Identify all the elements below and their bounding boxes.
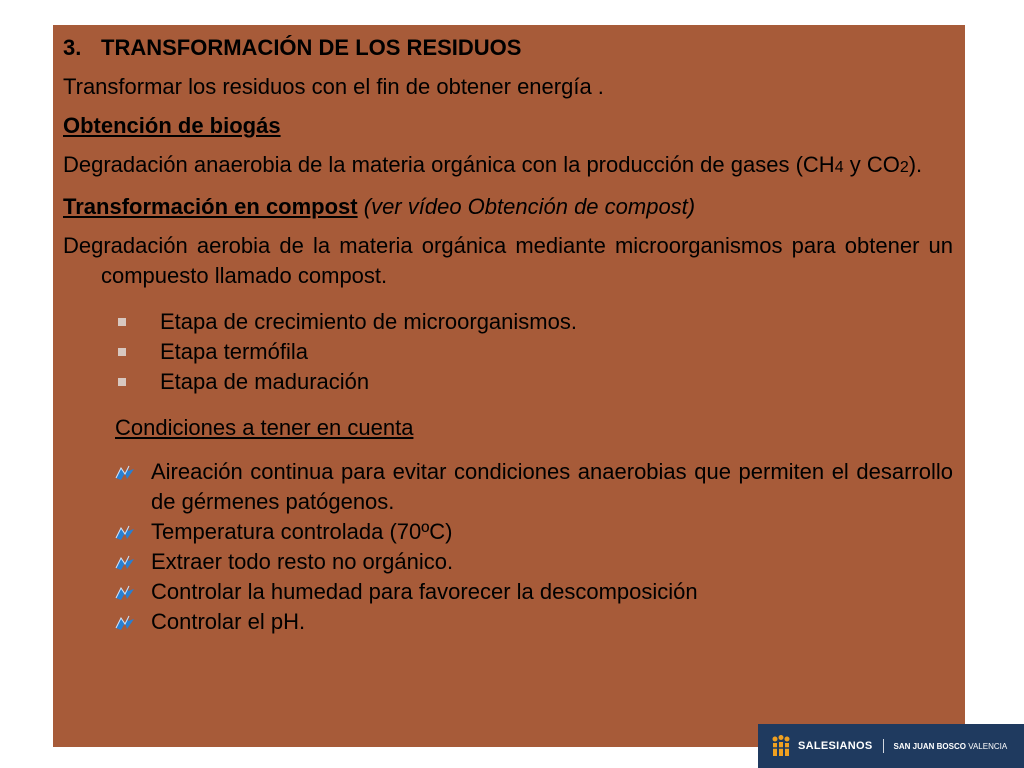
logo-divider [883,739,884,753]
square-bullet-icon [118,348,126,356]
biogas-desc-end: ). [908,152,923,177]
compost-description: Degradación aerobia de la materia orgánica mediante microorganismos para obtener un compuesto llamado compost. [63,233,953,288]
title-number: 3. [63,35,82,60]
salesianos-logo-banner [758,724,1024,768]
ch4-subscript: 4 [834,159,844,176]
slide-content [63,33,953,637]
salesianos-emblem-icon [770,734,792,758]
biogas-desc-mid: y CO [843,152,900,177]
compost-stage-list [63,307,953,397]
logo-subtitle-city: VALENCIA [968,741,1008,751]
arrow-bullet-icon [115,613,135,631]
compost-heading [63,192,953,222]
biogas-heading-text: Obtención de biogás [63,113,281,138]
title-text: TRANSFORMACIÓN DE LOS RESIDUOS [101,35,522,60]
arrow-bullet-icon [115,523,135,541]
compost-heading-note: (ver vídeo Obtención de compost) [357,194,696,219]
intro-text: Transformar los residuos con el fin de obtener energía . [63,74,604,99]
conditions-list [63,457,953,637]
logo-subtitle-bold: SAN JUAN BOSCO [893,741,966,751]
list-item [118,337,953,367]
condition-text: Aireación continua para evitar condiciones anaerobias que permiten el desarrollo de gérmenes patógenos. [151,459,953,514]
list-item [115,457,953,517]
biogas-description [63,150,953,183]
compost-heading-text: Transformación en compost [63,194,358,219]
logo-brand-text: SALESIANOS [798,740,873,752]
stage-text: Etapa termófila [160,339,308,364]
stage-text: Etapa de crecimiento de microorganismos. [160,309,577,334]
condition-text: Extraer todo resto no orgánico. [151,549,454,574]
stage-text: Etapa de maduración [160,369,370,394]
list-item [115,517,953,547]
list-item [115,547,953,577]
square-bullet-icon [118,378,126,386]
co2-subscript: 2 [899,159,909,176]
arrow-bullet-icon [115,583,135,601]
list-item [118,307,953,337]
list-item [118,367,953,397]
conditions-heading-text: Condiciones a tener en cuenta [115,415,414,440]
arrow-bullet-icon [115,553,135,571]
biogas-desc-text: Degradación anaerobia de la materia orgánica con la producción de gases (CH [63,152,835,177]
condition-text: Controlar el pH. [151,609,306,634]
condition-text: Controlar la humedad para favorecer la descomposición [151,579,698,604]
logo-subtitle [894,742,1008,751]
square-bullet-icon [118,318,126,326]
list-item [115,577,953,607]
slide-title [63,33,953,63]
biogas-heading [63,111,953,141]
arrow-bullet-icon [115,463,135,481]
conditions-heading [115,413,953,443]
condition-text: Temperatura controlada (70ºC) [151,519,453,544]
list-item [115,607,953,637]
